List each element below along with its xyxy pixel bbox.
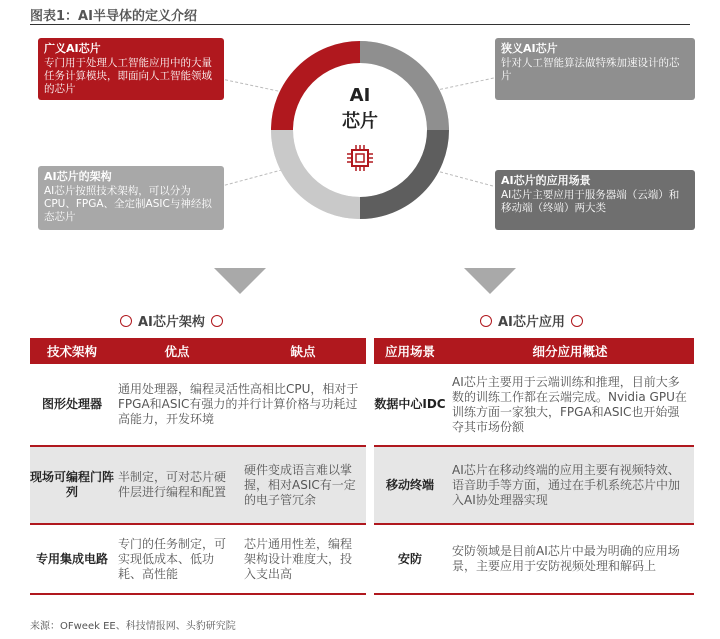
card-desc: AI芯片按照技术架构，可以分为CPU、FPGA、全定制ASIC与神经拟态芯片 — [44, 185, 212, 223]
column-header: 优点 — [114, 338, 240, 364]
chip-icon — [345, 143, 375, 173]
card-narrow-ai-chip — [495, 38, 695, 100]
row-pro — [114, 364, 366, 446]
desc-cell: AI芯片主要用于云端训练和推理，目前大多数的训练工作都在云端完成。Nvidia GPU在训练方面一家独大，FPGA和ASIC也开始强夺其市场份额 — [452, 374, 687, 434]
center-line2: 芯片 — [342, 111, 378, 132]
column-header: 技术架构 — [30, 338, 114, 364]
con-cell: 硬件变成语言难以掌握，相对ASIC有一定的电子管冗余 — [240, 446, 366, 524]
pro-cell: 专门的任务制定，可实现低成本、低功耗、高性能 — [118, 536, 227, 581]
circle-icon — [211, 315, 223, 327]
table-row — [30, 364, 366, 446]
desc-cell: 安防领域是目前AI芯片中最为明确的应用场景，主要应用于安防视频处理和解码上 — [452, 544, 680, 573]
circle-icon — [120, 315, 132, 327]
row-header: 安防 — [397, 551, 422, 566]
source-note: 来源：OFweek EE、科技情报网、头豹研究院 — [30, 621, 236, 632]
column-header: 缺点 — [240, 338, 366, 364]
left-section-label: AI芯片架构 — [138, 315, 205, 330]
row-header: 数据中心IDC — [374, 397, 446, 411]
table-row — [374, 446, 694, 524]
card-desc: 针对人工智能算法做特殊加速设计的芯片 — [501, 57, 680, 82]
architecture-table — [30, 338, 366, 595]
table-row — [30, 524, 366, 594]
card-ai-chip-scenarios — [495, 170, 695, 230]
card-title: 广义AI芯片 — [44, 42, 101, 55]
con-cell: 芯片通用性差，编程架构设计难度大，投入支出高 — [244, 536, 353, 581]
row-header: 移动终端 — [374, 446, 446, 524]
card-desc: 专门用于处理人工智能应用中的大量任务计算模块，即面向人工智能领域的芯片 — [44, 57, 212, 95]
card-title: 狭义AI芯片 — [501, 42, 558, 55]
title-divider — [30, 24, 690, 25]
center-line1: AI — [349, 85, 371, 106]
row-header: 现场可编程门阵列 — [30, 446, 114, 524]
column-header: 应用场景 — [374, 338, 446, 364]
card-general-ai-chip — [38, 38, 224, 100]
application-table — [374, 338, 694, 595]
left-section-heading — [120, 311, 223, 330]
table-row — [30, 446, 366, 524]
right-section-label: AI芯片应用 — [498, 315, 565, 330]
down-arrow-left — [214, 268, 266, 294]
card-title: AI芯片的应用场景 — [501, 174, 591, 187]
desc-cell: AI芯片在移动终端的应用主要有视频特效、语音助手等方面，通过在手机系统芯片中加入AI协处理器实现 — [446, 446, 694, 524]
card-desc: AI芯片主要应用于服务器端（云端）和移动端（终端）两大类 — [501, 189, 680, 214]
card-ai-chip-architecture — [38, 166, 224, 230]
row-header: 图形处理器 — [41, 397, 102, 411]
card-title: AI芯片的架构 — [44, 170, 112, 183]
figure-title: 图表1：AI半导体的定义介绍 — [30, 9, 197, 24]
table-row — [374, 524, 694, 594]
circle-icon — [571, 315, 583, 327]
pro-cell: 半制定，可对芯片硬件层进行编程和配置 — [114, 446, 240, 524]
table-row — [374, 364, 694, 446]
ring-center-label — [330, 83, 390, 135]
down-arrow-right — [464, 268, 516, 294]
circle-icon — [480, 315, 492, 327]
pro-text: 通用处理器，编程灵活性高相比CPU，相对于FPGA和ASIC有强力的并行计算价格与功耗过高能力，开发环境 — [118, 382, 359, 426]
row-header: 专用集成电路 — [35, 551, 108, 566]
column-header: 细分应用概述 — [446, 338, 694, 364]
right-section-heading — [480, 311, 583, 330]
